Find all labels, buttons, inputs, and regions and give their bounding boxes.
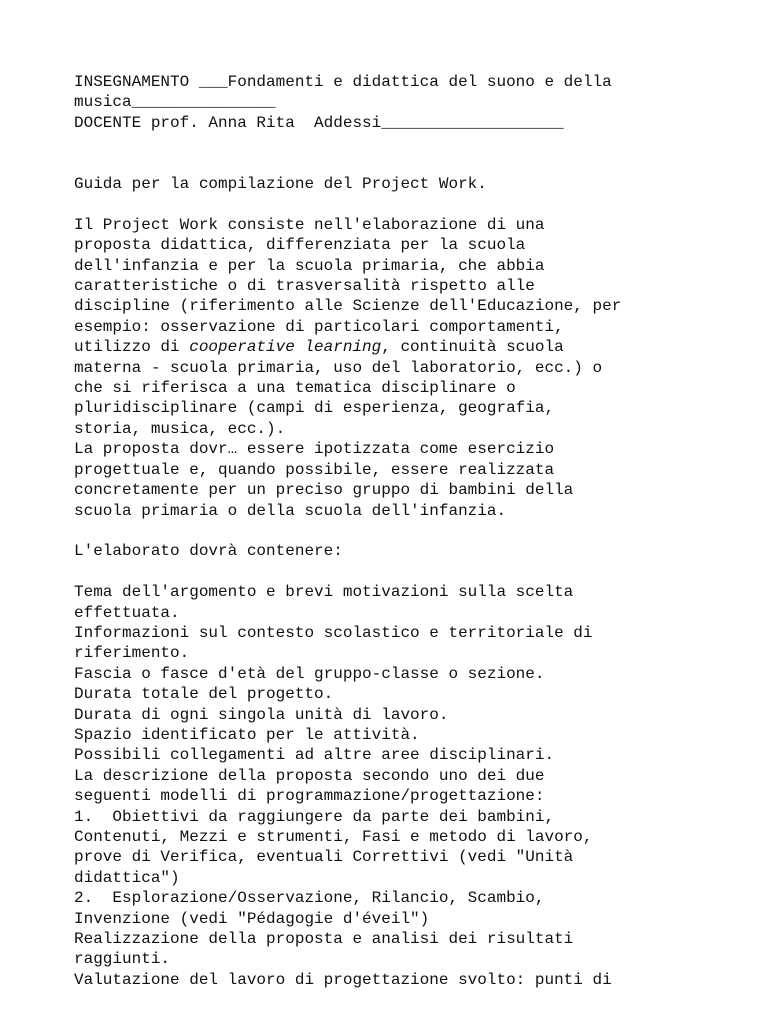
contents-line: Tema dell'argomento e brevi motivazioni sulla scelta bbox=[74, 583, 574, 602]
docente-line: DOCENTE prof. Anna Rita Addessi___________________ bbox=[74, 113, 564, 132]
intro-line: storia, musica, ecc.). bbox=[74, 419, 286, 438]
contents-line: Spazio identificato per le attività. bbox=[74, 725, 420, 744]
spacer bbox=[74, 133, 728, 174]
contents-heading: L'elaborato dovrà contenere: bbox=[74, 542, 343, 561]
intro-line: che si riferisca a una tematica disciplinare o bbox=[74, 379, 516, 398]
contents-line: 1. Obiettivi da raggiungere da parte dei bambini, bbox=[74, 807, 555, 826]
intro-line: concretamente per un preciso gruppo di bambini della bbox=[74, 481, 574, 500]
contents-line: prove di Verifica, eventuali Correttivi (vedi "Unità bbox=[74, 848, 574, 867]
contents-line: Invenzione (vedi "Pédagogie d'éveil") bbox=[74, 909, 430, 928]
intro-line: pluridisciplinare (campi di esperienza, geografia, bbox=[74, 399, 555, 418]
contents-line: seguenti modelli di programmazione/progettazione: bbox=[74, 787, 545, 806]
contents-line: Informazioni sul contesto scolastico e territoriale di bbox=[74, 623, 593, 642]
spacer bbox=[74, 194, 728, 214]
contents-list bbox=[74, 582, 728, 990]
spacer bbox=[74, 521, 728, 541]
intro-italic-suffix: , continuità scuola bbox=[381, 338, 564, 357]
insegnamento-line-1: INSEGNAMENTO ___Fondamenti e didattica del suono e della bbox=[74, 73, 612, 91]
intro-line: caratteristiche o di trasversalità rispetto alle bbox=[74, 277, 535, 296]
contents-line: Durata di ogni singola unità di lavoro. bbox=[74, 705, 449, 724]
intro-line: dell'infanzia e per la scuola primaria, che abbia bbox=[74, 256, 545, 275]
contents-line: raggiunti. bbox=[74, 950, 171, 969]
contents-line: riferimento. bbox=[74, 644, 190, 663]
insegnamento-line-2: musica_______________ bbox=[74, 93, 276, 112]
intro-line: Il Project Work consiste nell'elaborazione di una bbox=[74, 215, 545, 234]
contents-line: 2. Esplorazione/Osservazione, Rilancio, Scambio, bbox=[74, 889, 545, 908]
contents-line: Fascia o fasce d'età del gruppo-classe o sezione. bbox=[74, 664, 545, 683]
intro-line: progettuale e, quando possibile, essere realizzata bbox=[74, 460, 555, 479]
intro-line: discipline (riferimento alle Scienze dell'Educazione, per bbox=[74, 297, 622, 316]
intro-italic-prefix: utilizzo di bbox=[74, 338, 190, 357]
intro-line: materna - scuola primaria, uso del laboratorio, ecc.) o bbox=[74, 358, 603, 377]
intro-line: scuola primaria o della scuola dell'infanzia. bbox=[74, 501, 507, 520]
contents-line: La descrizione della proposta secondo uno dei due bbox=[74, 766, 545, 785]
intro-paragraph bbox=[74, 215, 728, 521]
intro-line: La proposta dovr… essere ipotizzata come esercizio bbox=[74, 440, 555, 459]
contents-line: didattica") bbox=[74, 868, 180, 887]
contents-line: Durata totale del progetto. bbox=[74, 685, 334, 704]
contents-line: Possibili collegamenti ad altre aree disciplinari. bbox=[74, 746, 555, 765]
guide-title: Guida per la compilazione del Project Work. bbox=[74, 175, 487, 194]
intro-line: esempio: osservazione di particolari comportamenti, bbox=[74, 317, 564, 336]
italic-term: cooperative learning bbox=[189, 338, 382, 357]
contents-line: effettuata. bbox=[74, 603, 180, 622]
intro-line-italic bbox=[74, 337, 728, 357]
intro-line: proposta didattica, differenziata per la scuola bbox=[74, 236, 526, 255]
spacer bbox=[74, 562, 728, 582]
contents-line: Contenuti, Mezzi e strumenti, Fasi e metodo di lavoro, bbox=[74, 827, 593, 846]
contents-line: Valutazione del lavoro di progettazione svolto: punti di bbox=[74, 970, 612, 989]
contents-line: Realizzazione della proposta e analisi dei risultati bbox=[74, 930, 574, 948]
